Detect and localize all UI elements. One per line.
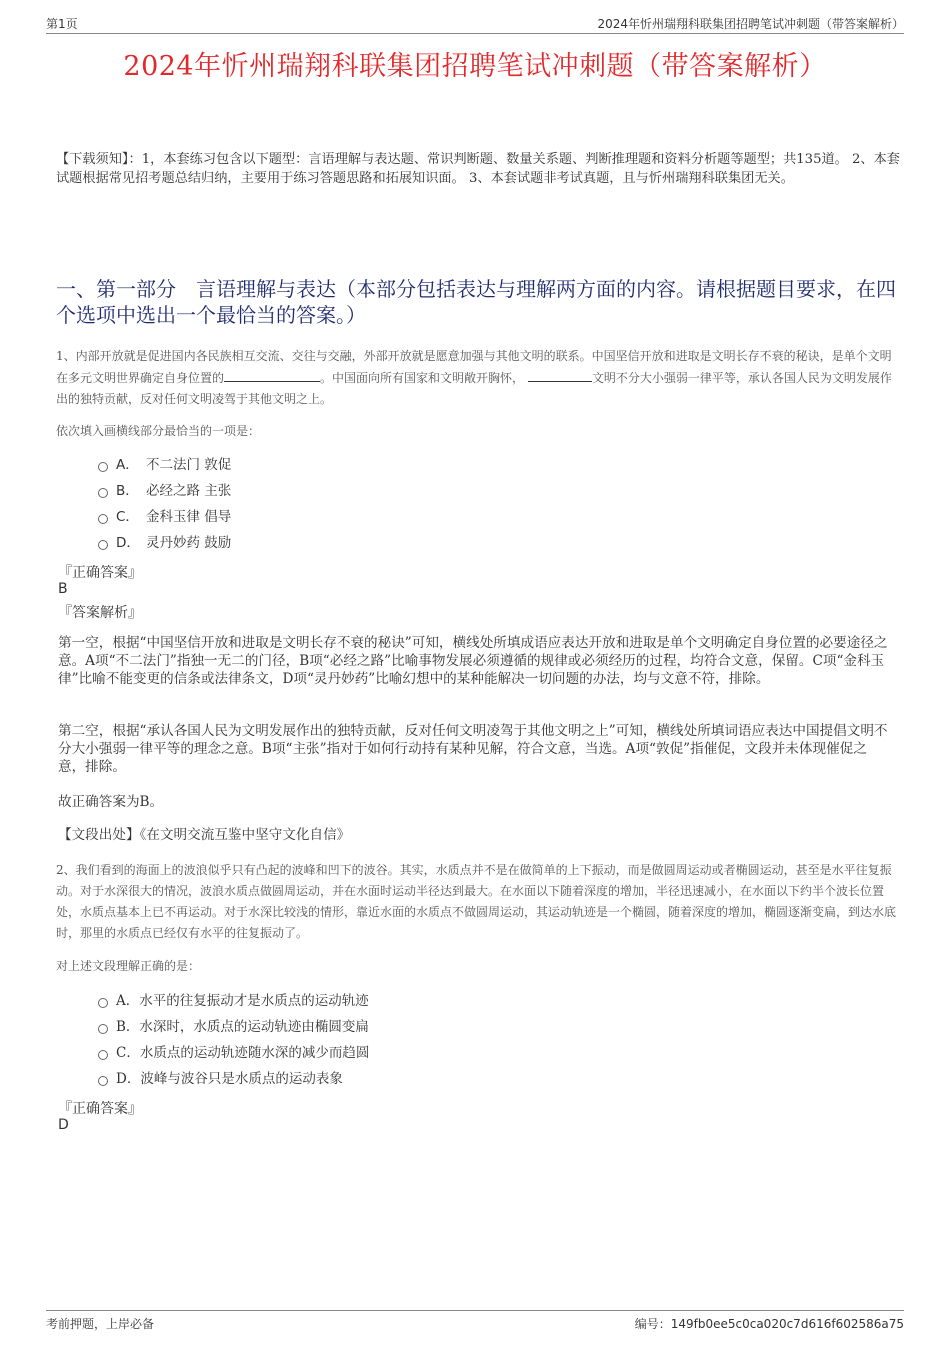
page-number: 第1页 [46,17,78,31]
question-2-options [96,988,696,1092]
radio-icon[interactable] [98,1076,108,1086]
option-b[interactable]: B． 必经之路 主张 [96,478,696,504]
radio-icon[interactable] [98,998,108,1008]
question-2-prompt: 对上述文段理解正确的是： [56,959,201,973]
option-d[interactable]: D． 灵丹妙药 鼓励 [96,530,696,556]
answer-label: 『正确答案』 [58,565,142,581]
download-notice: 【下载须知】：1，本套练习包含以下题型：言语理解与表达题、常识判断题、数量关系题、判断推理题和资料分析题等题型；共135道。 2、本套试题根据常见招考题总结归纳，主要用于练习答题思路和拓展知识面。 3、本套试题非考试真题，且与忻州瑞翔科联集团无关。 [56,152,900,186]
analysis-label: 『答案解析』 [58,605,142,621]
option-c[interactable]: C．水质点的运动轨迹随水深的减少而趋圆 [96,1040,696,1066]
question-1-prompt: 依次填入画横线部分最恰当的一项是： [56,424,261,438]
option-d[interactable]: D．波峰与波谷只是水质点的运动表象 [96,1066,696,1092]
header-doc-title: 2024年忻州瑞翔科联集团招聘笔试冲刺题（带答案解析） [597,17,904,31]
analysis-conclusion: 故正确答案为B。 [58,794,164,810]
page-footer [46,1310,904,1333]
analysis-paragraph-1: 第一空，根据“中国坚信开放和进取是文明长存不衰的秘诀”可知，横线处所填成语应表达开放和进取是单个文明确定自身位置的必要途径之意。A项“不二法门”指独一无二的门径，B项“必经之路”比喻事物发展必须遵循的规律或必须经历的过程，均符合文意，保留。C项“金科玉律”比喻不能变更的信条或法律条文，D项“灵丹妙药”比喻幻想中的某种能解决一切问题的办法，均与文意不符，排除。 [58,635,888,687]
option-a[interactable]: A．水平的往复振动才是水质点的运动轨迹 [96,988,696,1014]
radio-icon[interactable] [98,540,108,550]
question-1-stem: 1、内部开放就是促进国内各民族相互交流、交往与交融，外部开放就是愿意加强与其他文明的联系。中国坚信开放和进取是文明长存不衰的秘诀，是单个文明在多元文明世界确定自身位置的 。中国面向所有国家和文明敞开胸怀， 文明不分大小强弱一律平等，承认各国人民为文明发展作出的独特贡献，反对任何文明凌驾于其他文明之上。 [56,349,892,406]
answer-value: D [58,1117,69,1133]
radio-icon[interactable] [98,514,108,524]
option-c[interactable]: C． 金科玉律 倡导 [96,504,696,530]
footer-slogan: 考前押题，上岸必备 [46,1317,155,1331]
fill-blank-2 [528,367,592,382]
option-a[interactable]: A． 不二法门 敦促 [96,452,696,478]
answer-value: B [58,581,68,597]
radio-icon[interactable] [98,1050,108,1060]
radio-icon[interactable] [98,1024,108,1034]
analysis-paragraph-2: 第二空，根据“承认各国人民为文明发展作出的独特贡献，反对任何文明凌驾于其他文明之上”可知，横线处所填词语应表达中国提倡文明不分大小强弱一律平等的理念之意。B项“主张”指对于如何行动持有某种见解，符合文意，当选。A项“敦促”指催促，文段并未体现催促之意，排除。 [58,723,888,775]
answer-label: 『正确答案』 [58,1101,142,1117]
text-source: 【文段出处】《在文明交流互鉴中坚守文化自信》 [58,827,351,843]
option-b[interactable]: B．水深时，水质点的运动轨迹由椭圆变扁 [96,1014,696,1040]
radio-icon[interactable] [98,462,108,472]
section-title: 一、第一部分 言语理解与表达（本部分包括表达与理解两方面的内容。请根据题目要求，在四个选项中选出一个最恰当的答案。） [56,277,896,327]
radio-icon[interactable] [98,488,108,498]
question-1-options [96,452,696,556]
question-2-stem: 2、我们看到的海面上的波浪似乎只有凸起的波峰和凹下的波谷。其实，水质点并不是在做简单的上下振动，而是做圆周运动或者椭圆运动，甚至是水平往复振动。对于水深很大的情况，波浪水质点做圆周运动，并在水面时运动半径达到最大。在水面以下随着深度的增加，半径迅速减小，在水面以下约半个波长位置处，水质点基本上已不再运动。对于水深比较浅的情形，靠近水面的水质点不做圆周运动，其运动轨迹是一个椭圆，随着深度的增加，椭圆逐渐变扁，到达水底时，那里的水质点已经仅有水平的往复振动了。 [56,863,897,940]
fill-blank-1 [224,367,320,382]
document-title: 2024年忻州瑞翔科联集团招聘笔试冲刺题（带答案解析） [123,51,827,82]
footer-serial: 编号：149fb0ee5c0ca020c7d616f602586a75 [634,1317,904,1331]
page-header [46,13,904,34]
